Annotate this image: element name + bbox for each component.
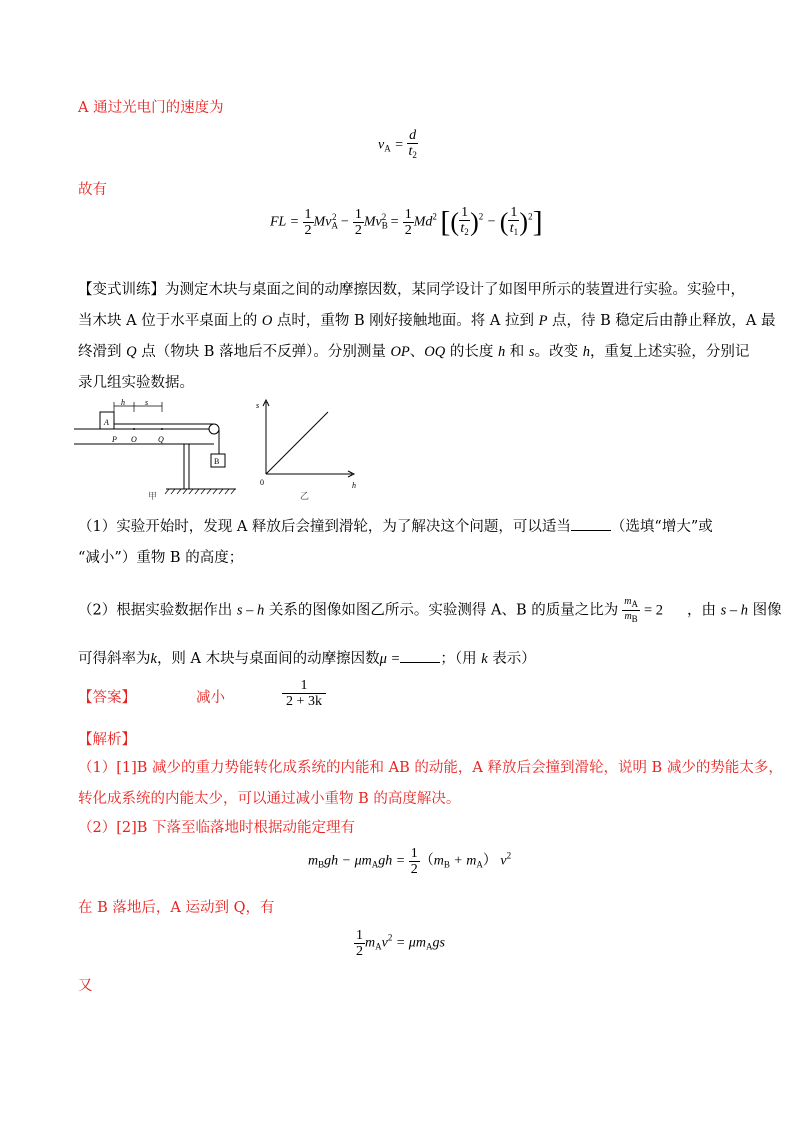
- equation-friction: $\frac{1}{2}$ $m_Av^2 = \mu m_Ags$: [356, 928, 445, 959]
- text-line: 在 B 落地后，A 运动到 Q，有: [78, 900, 275, 916]
- text-line: 【变式训练】为测定木块与桌面之间的动摩擦因数，某同学设计了如图甲所示的装置进行实验。实验中，: [78, 282, 745, 298]
- equation-fl: FL = $\frac{1}{2}$ $Mv_A^2$ − $\frac{1}{2}$ $Mv_B^2$ = $\frac{1}{2}$ Md$^2$ [( $\frac{1}{t_2}$ )$^2$ − ( $\frac{1}{t_1}$ )$^2$]: [270, 205, 543, 239]
- text-line: 当木块 A 位于水平桌面上的 O 点时，重物 B 刚好接触地面。将 A 拉到 P 点，待 B 稳定后由静止释放，A 最: [78, 313, 776, 329]
- text-line: 转化成系统的内能太少，可以通过减小重物 B 的高度解决。: [78, 791, 461, 807]
- text-line: 录几组实验数据。: [78, 375, 194, 391]
- answer-label: 【答案】: [78, 690, 136, 706]
- text-line: 可得斜率为k，则 A 木块与桌面间的动摩擦因数μ = ；（用 k 表示）: [78, 648, 536, 669]
- text-line: （1）[1]B 减少的重力势能转化成系统的内能和 AB 的动能，A 释放后会撞到滑轮，说明 B 减少的势能太多，: [78, 760, 783, 776]
- label-a: A: [104, 418, 109, 427]
- label-p: P: [112, 435, 117, 444]
- label-s: s: [145, 398, 149, 407]
- text-line: “减小”）重物 B 的高度；: [78, 550, 244, 566]
- label-b: B: [214, 457, 220, 466]
- text-line: 故有: [78, 182, 107, 198]
- axis-s-label: s: [256, 401, 260, 410]
- s-h-graph: [252, 396, 364, 500]
- axis-h-label: h: [352, 481, 356, 490]
- label-jia: 甲: [148, 492, 158, 500]
- question-1: （1）实验开始时，发现 A 释放后会撞到滑轮，为了解决这个问题，可以适当 （选填“增大”或: [78, 516, 713, 537]
- origin-label: 0: [260, 478, 264, 487]
- analysis-label: 【解析】: [78, 732, 136, 748]
- graph-line: [266, 412, 328, 474]
- text-line: 又: [78, 978, 93, 994]
- label-h: h: [121, 398, 125, 407]
- label-yi: 乙: [300, 492, 310, 500]
- equation-va: $v_A$ = $\frac{d}{t_2}$: [378, 128, 417, 160]
- label-o: O: [131, 435, 137, 444]
- question-2: （2）根据实验数据作出 s – h 关系的图像如图乙所示。实验测得 A、B 的质量之比为 $\frac{mA}{mB}$ = 2 ，由 s – h 图像: [78, 596, 782, 624]
- label-q: Q: [158, 435, 164, 444]
- text-line: 终滑到 Q 点（物块 B 落地后不反弹）。分别测量 OP、OQ 的长度 h 和 s。改变 h，重复上述实验，分别记: [78, 344, 750, 360]
- text-line: （2）[2]B 下落至临落地时根据动能定理有: [78, 820, 356, 836]
- answer-2: $\frac{1}{2 + 3k}$: [282, 678, 326, 709]
- apparatus-figure: [74, 396, 244, 500]
- text-line: A 通过光电门的速度为: [78, 100, 224, 116]
- answer-1: 减小: [196, 690, 225, 706]
- equation-energy: $m_Bgh - \mu m_Agh$ = $\frac{1}{2}$ $(m_B + m_A)$ $v^2$: [308, 846, 512, 877]
